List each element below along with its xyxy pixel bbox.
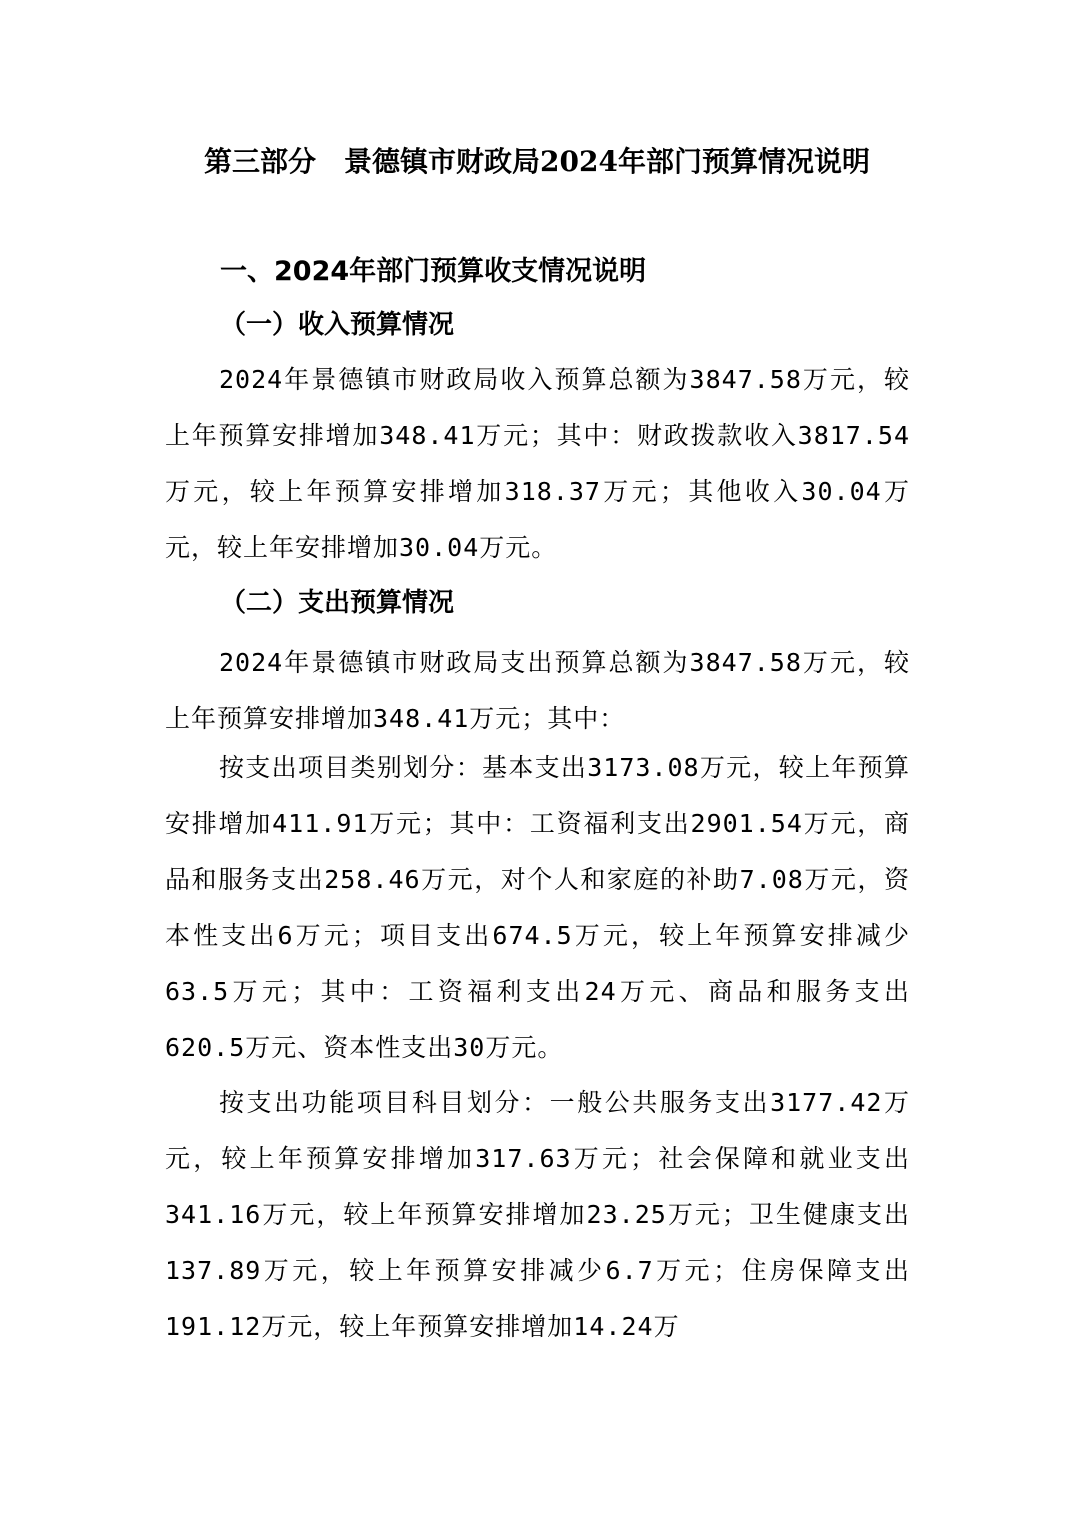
page-title: 第三部分 景德镇市财政局2024年部门预算情况说明: [204, 145, 870, 178]
subsection-heading-income: （一）收入预算情况: [220, 310, 455, 340]
paragraph-expense-total: 2024年景德镇市财政局支出预算总额为3847.58万元，较上年预算安排增加348.41万元；其中：: [165, 648, 910, 733]
subsection-heading-expense: （二）支出预算情况: [220, 588, 455, 618]
paragraph-income-budget: 2024年景德镇市财政局收入预算总额为3847.58万元，较上年预算安排增加348.41万元；其中：财政拨款收入3817.54万元，较上年预算安排增加318.37万元；其他收入30.04万元，较上年安排增加30.04万元。: [165, 365, 910, 562]
paragraph-expense-by-type: 按支出项目类别划分：基本支出3173.08万元，较上年预算安排增加411.91万元；其中：工资福利支出2901.54万元，商品和服务支出258.46万元，对个人和家庭的补助7.08万元，资本性支出6万元；项目支出674.5万元，较上年预算安排减少63.5万元；其中：工资福利支出24万元、商品和服务支出620.5万元、资本性支出30万元。: [165, 753, 910, 1062]
section-heading-budget-overview: 一、2024年部门预算收支情况说明: [220, 256, 647, 287]
paragraph-expense-by-function: 按支出功能项目科目划分：一般公共服务支出3177.42万元，较上年预算安排增加317.63万元；社会保障和就业支出341.16万元，较上年预算安排增加23.25万元；卫生健康支出137.89万元，较上年预算安排减少6.7万元；住房保障支出191.12万元，较上年预算安排增加14.24万: [165, 1088, 910, 1341]
